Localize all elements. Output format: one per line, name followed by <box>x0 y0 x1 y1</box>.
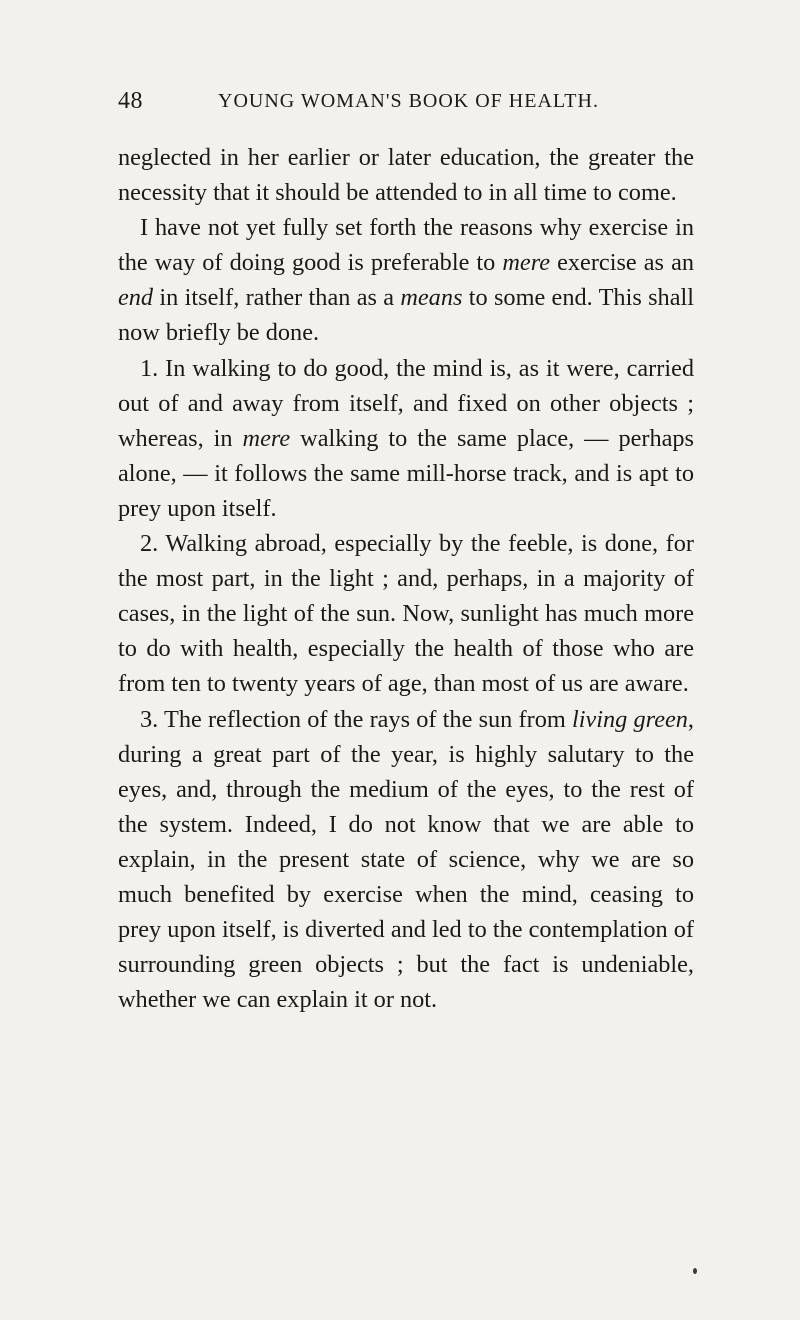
text-run: neglected in her earlier or later education, the greater the necessity that it should be attended to in all time to come. <box>118 144 694 207</box>
text-run: to some end. This shall now briefly be done. <box>118 284 694 347</box>
text-run: walking to the same place, — perhaps alone, — it follows the same mill-horse track, and is apt to prey upon itself. <box>118 424 695 522</box>
italic-text: mere <box>502 249 551 277</box>
print-speck <box>693 1268 697 1274</box>
body-text <box>118 140 694 1017</box>
text-run: 1. In walking to do good, the mind is, as it were, carried out of and away from itself, and fixed on other objects ; whereas, in <box>118 354 694 452</box>
paragraph <box>118 140 694 210</box>
running-title: YOUNG WOMAN'S BOOK OF HEALTH. <box>218 90 599 112</box>
text-run: I have not yet fully set forth the reasons why exercise in the way of doing good is preferable to <box>118 214 694 277</box>
paragraph <box>118 526 694 701</box>
italic-text: end <box>118 284 154 312</box>
text-run: in itself, rather than as a <box>153 284 401 312</box>
paragraph <box>118 702 694 1018</box>
text-run: 3. The reflection of the rays of the sun from <box>140 705 572 733</box>
running-head <box>118 88 688 122</box>
italic-text: mere <box>242 424 291 452</box>
italic-text: means <box>400 284 463 312</box>
paragraph <box>118 351 694 526</box>
paragraph <box>118 210 694 350</box>
italic-text: living green <box>571 705 688 733</box>
text-run: 2. Walking abroad, especially by the feeble, is done, for the most part, in the light ; and, perhaps, in a majority of cases, in the light of the sun. Now, sunlight has much more to do with health, especially the health of those who are from ten to twenty years of age, than most of us are aware. <box>118 530 694 698</box>
text-run: , during a great part of the year, is highly salutary to the eyes, and, through the medium of the eyes, to the rest of the system. Indeed, I do not know that we are able to explain, in the present state of science, why we are so much benefited by exercise when the mind, ceasing to prey upon itself, is diverted and led to the contemplation of surrounding green objects ; but the fact is undeniable, whether we can explain it or not. <box>118 705 694 1014</box>
page-number: 48 <box>118 88 143 114</box>
text-run: exercise as an <box>550 249 694 277</box>
